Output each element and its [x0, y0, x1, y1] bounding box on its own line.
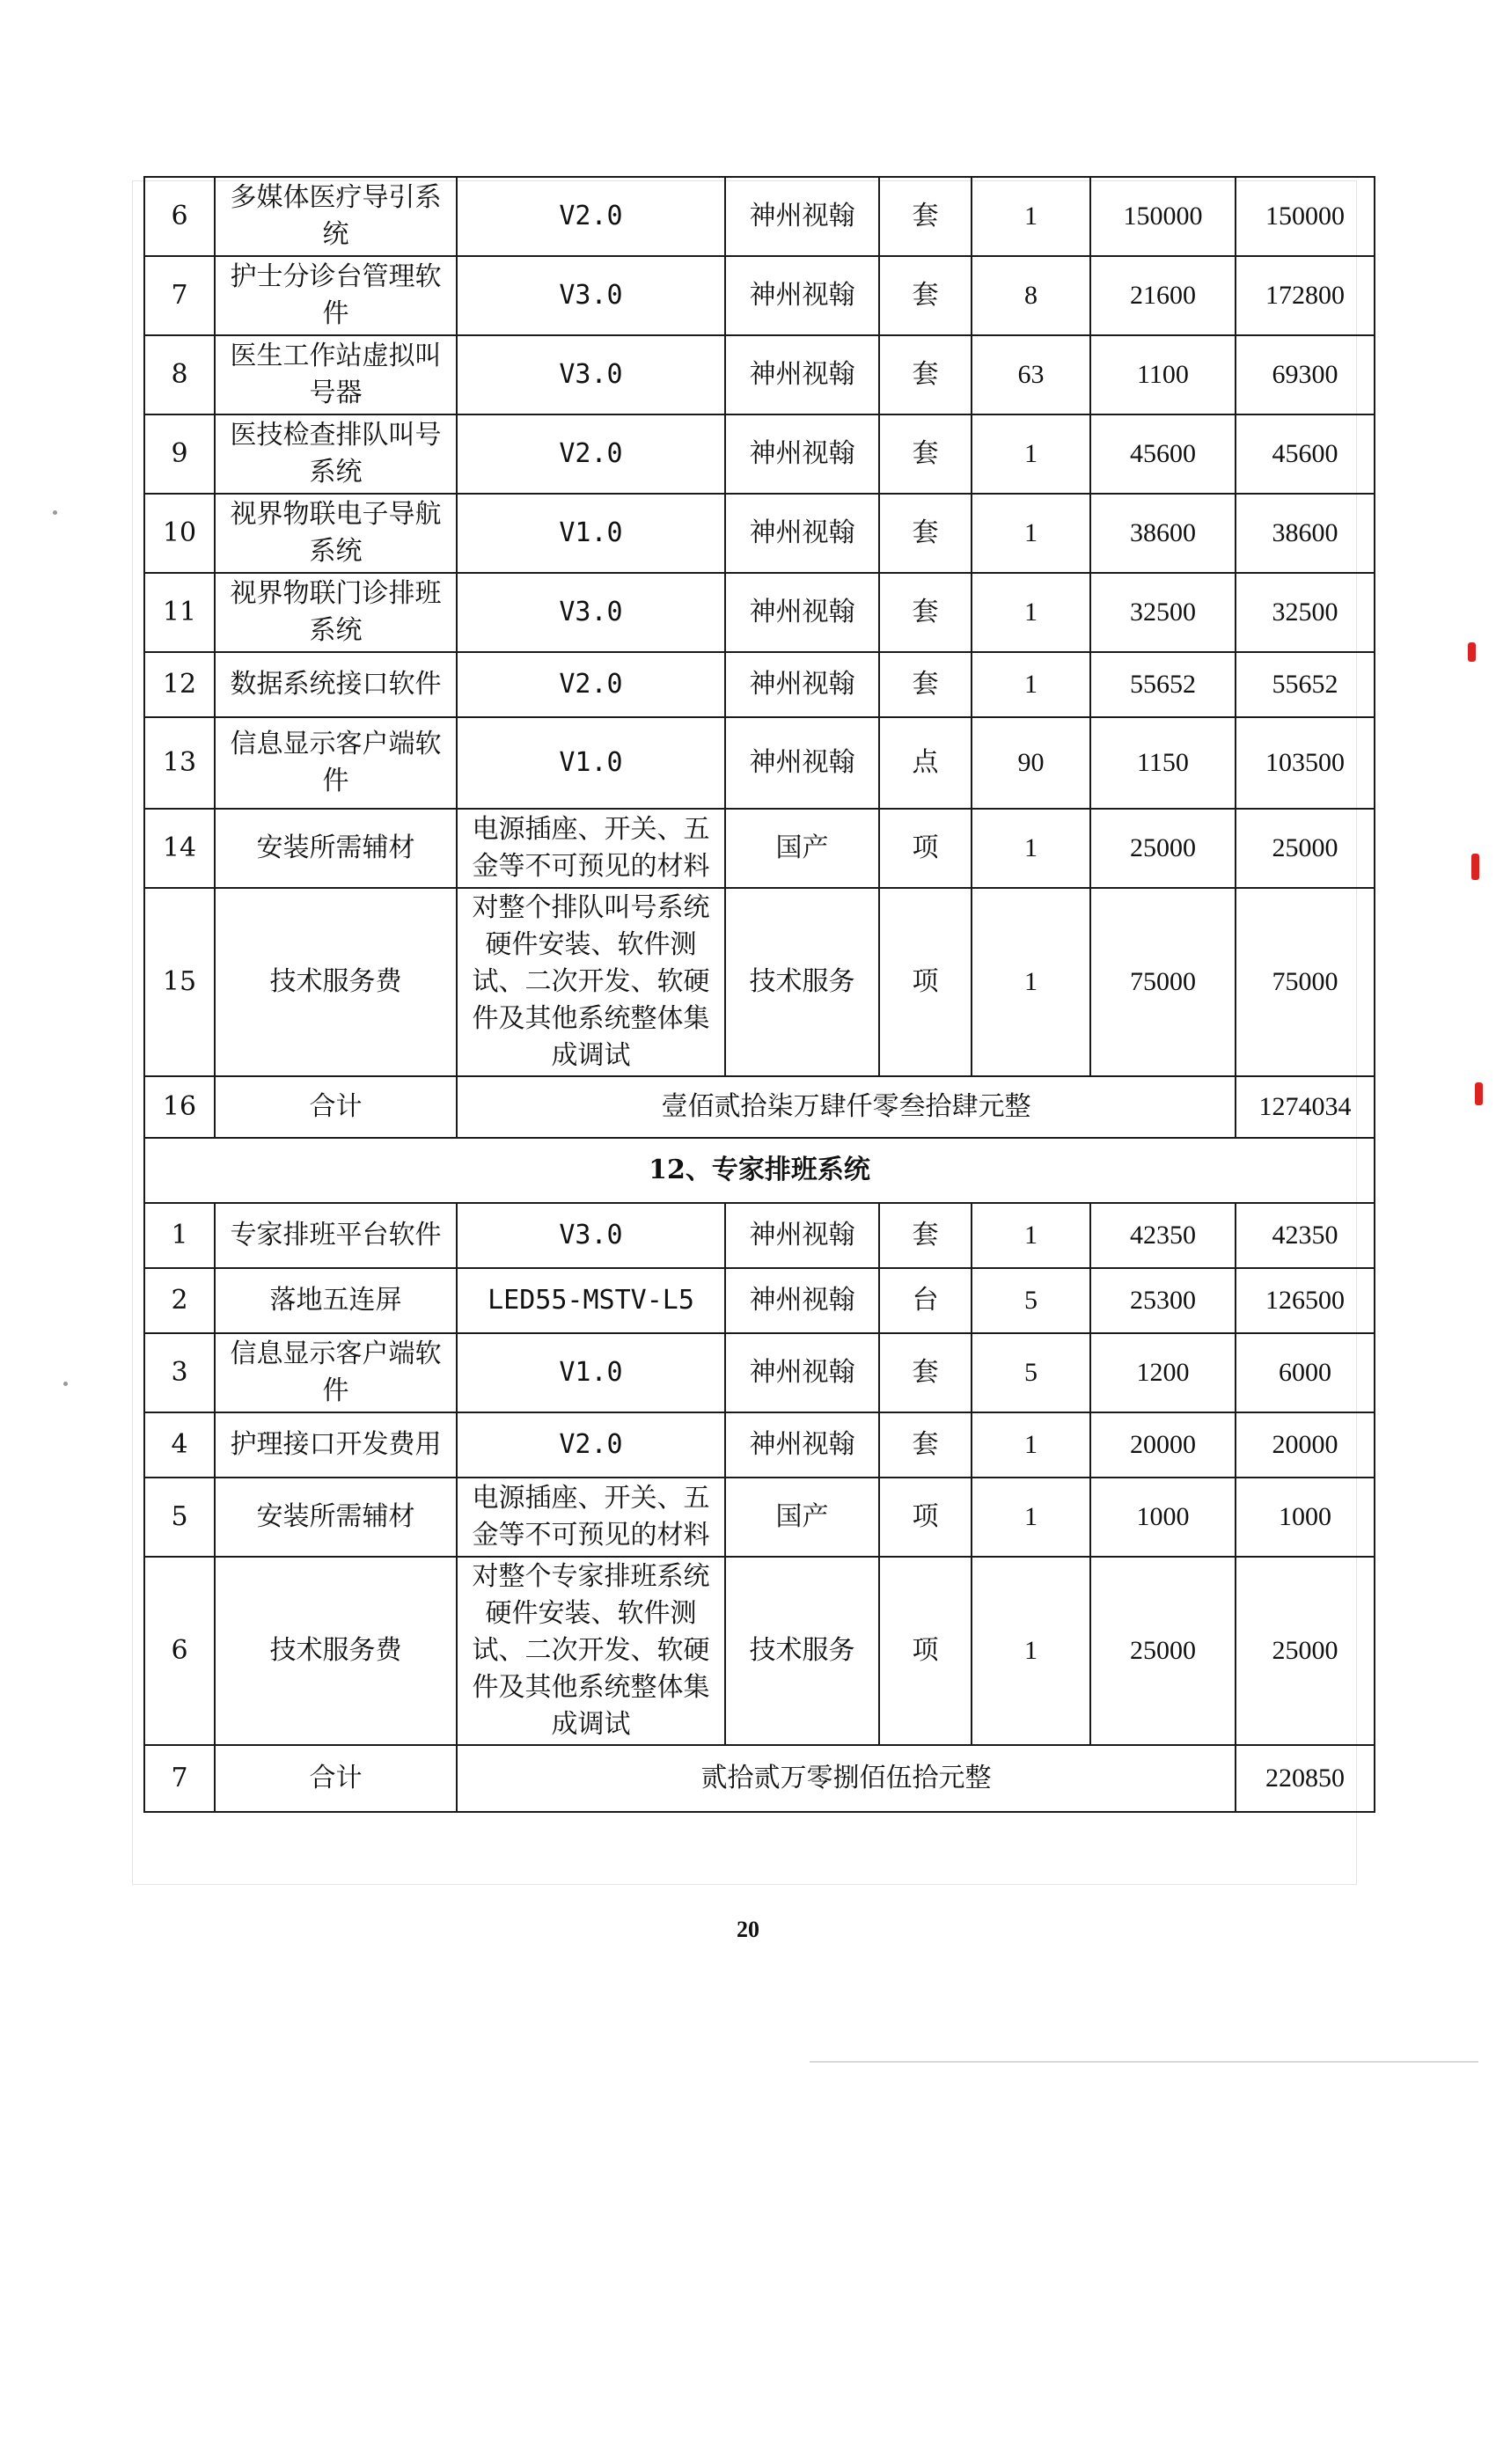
item-brand: 神州视翰 [725, 414, 879, 494]
item-total: 25000 [1236, 1557, 1375, 1745]
item-total: 25000 [1236, 809, 1375, 888]
item-price: 32500 [1090, 573, 1236, 652]
item-model: V2.0 [457, 652, 725, 717]
table-row [144, 1557, 1375, 1745]
table-row [144, 414, 1375, 494]
item-unit: 项 [879, 1557, 972, 1745]
item-qty: 1 [972, 1557, 1090, 1745]
item-qty: 63 [972, 335, 1090, 414]
section-heading-row [144, 1138, 1375, 1203]
item-qty: 1 [972, 573, 1090, 652]
row-number: 13 [144, 717, 215, 809]
item-unit: 套 [879, 256, 972, 335]
item-unit: 项 [879, 1478, 972, 1557]
row-number: 15 [144, 888, 215, 1076]
table-row [144, 717, 1375, 809]
item-brand: 神州视翰 [725, 177, 879, 256]
item-total: 126500 [1236, 1268, 1375, 1333]
item-name: 护理接口开发费用 [215, 1412, 457, 1478]
row-number: 16 [144, 1076, 215, 1138]
item-brand: 神州视翰 [725, 1203, 879, 1268]
item-price: 45600 [1090, 414, 1236, 494]
item-price: 150000 [1090, 177, 1236, 256]
item-model: V3.0 [457, 256, 725, 335]
item-total: 1000 [1236, 1478, 1375, 1557]
item-spec: 对整个排队叫号系统硬件安装、软件测试、二次开发、软硬件及其他系统整体集成调试 [457, 888, 725, 1076]
row-number: 11 [144, 573, 215, 652]
item-price: 42350 [1090, 1203, 1236, 1268]
table-row [144, 1203, 1375, 1268]
item-unit: 点 [879, 717, 972, 809]
item-brand: 国产 [725, 809, 879, 888]
table-row [144, 1412, 1375, 1478]
table-row [144, 494, 1375, 573]
item-name: 视界物联电子导航系统 [215, 494, 457, 573]
item-unit: 套 [879, 1333, 972, 1412]
row-number: 8 [144, 335, 215, 414]
table-row [144, 1268, 1375, 1333]
item-price: 25000 [1090, 809, 1236, 888]
item-unit: 套 [879, 652, 972, 717]
total-row [144, 1745, 1375, 1812]
item-name: 多媒体医疗导引系统 [215, 177, 457, 256]
item-brand: 神州视翰 [725, 573, 879, 652]
item-name: 信息显示客户端软件 [215, 1333, 457, 1412]
item-qty: 1 [972, 177, 1090, 256]
item-unit: 套 [879, 335, 972, 414]
row-number: 7 [144, 256, 215, 335]
item-price: 1200 [1090, 1333, 1236, 1412]
item-name: 数据系统接口软件 [215, 652, 457, 717]
item-unit: 项 [879, 809, 972, 888]
item-total: 103500 [1236, 717, 1375, 809]
table-row [144, 888, 1375, 1076]
item-name: 护士分诊台管理软件 [215, 256, 457, 335]
row-number: 3 [144, 1333, 215, 1412]
item-name: 落地五连屏 [215, 1268, 457, 1333]
item-unit: 套 [879, 494, 972, 573]
item-qty: 1 [972, 888, 1090, 1076]
table-row [144, 256, 1375, 335]
item-brand: 神州视翰 [725, 652, 879, 717]
item-brand: 神州视翰 [725, 1268, 879, 1333]
item-model: V3.0 [457, 335, 725, 414]
total-amount-words: 贰拾贰万零捌佰伍拾元整 [457, 1745, 1236, 1812]
item-price: 1100 [1090, 335, 1236, 414]
item-name: 技术服务费 [215, 1557, 457, 1745]
item-brand: 神州视翰 [725, 1333, 879, 1412]
item-price: 25000 [1090, 1557, 1236, 1745]
row-number: 6 [144, 1557, 215, 1745]
item-unit: 套 [879, 414, 972, 494]
item-unit: 套 [879, 573, 972, 652]
table-row [144, 177, 1375, 256]
item-name: 信息显示客户端软件 [215, 717, 457, 809]
item-total: 55652 [1236, 652, 1375, 717]
item-qty: 90 [972, 717, 1090, 809]
item-qty: 8 [972, 256, 1090, 335]
item-qty: 1 [972, 1203, 1090, 1268]
section-title: 12、专家排班系统 [144, 1138, 1375, 1203]
item-name: 医生工作站虚拟叫号器 [215, 335, 457, 414]
total-label: 合计 [215, 1076, 457, 1138]
item-model: V2.0 [457, 177, 725, 256]
item-total: 69300 [1236, 335, 1375, 414]
item-total: 42350 [1236, 1203, 1375, 1268]
item-qty: 1 [972, 809, 1090, 888]
item-model: V1.0 [457, 717, 725, 809]
price-table [143, 176, 1375, 1813]
item-model: LED55-MSTV-L5 [457, 1268, 725, 1333]
item-qty: 1 [972, 1412, 1090, 1478]
table-row [144, 1333, 1375, 1412]
divider [810, 2061, 1478, 2063]
item-total: 75000 [1236, 888, 1375, 1076]
row-number: 4 [144, 1412, 215, 1478]
item-brand: 神州视翰 [725, 256, 879, 335]
item-name: 安装所需辅材 [215, 1478, 457, 1557]
item-price: 20000 [1090, 1412, 1236, 1478]
item-qty: 1 [972, 494, 1090, 573]
item-name: 专家排班平台软件 [215, 1203, 457, 1268]
item-price: 1150 [1090, 717, 1236, 809]
item-price: 1000 [1090, 1478, 1236, 1557]
item-total: 150000 [1236, 177, 1375, 256]
item-qty: 1 [972, 652, 1090, 717]
item-name: 安装所需辅材 [215, 809, 457, 888]
row-number: 14 [144, 809, 215, 888]
item-qty: 1 [972, 414, 1090, 494]
item-price: 21600 [1090, 256, 1236, 335]
item-name: 技术服务费 [215, 888, 457, 1076]
item-brand: 神州视翰 [725, 1412, 879, 1478]
table-row [144, 573, 1375, 652]
item-unit: 项 [879, 888, 972, 1076]
item-total: 38600 [1236, 494, 1375, 573]
item-unit: 套 [879, 1203, 972, 1268]
item-unit: 台 [879, 1268, 972, 1333]
item-model: V2.0 [457, 414, 725, 494]
table-row [144, 652, 1375, 717]
item-model: V2.0 [457, 1412, 725, 1478]
item-qty: 1 [972, 1478, 1090, 1557]
item-total: 6000 [1236, 1333, 1375, 1412]
item-brand: 神州视翰 [725, 335, 879, 414]
red-mark [1468, 642, 1476, 662]
row-number: 7 [144, 1745, 215, 1812]
item-brand: 技术服务 [725, 1557, 879, 1745]
item-total: 172800 [1236, 256, 1375, 335]
item-total: 45600 [1236, 414, 1375, 494]
item-spec: 电源插座、开关、五金等不可预见的材料 [457, 1478, 725, 1557]
item-price: 55652 [1090, 652, 1236, 717]
row-number: 5 [144, 1478, 215, 1557]
item-unit: 套 [879, 177, 972, 256]
row-number: 10 [144, 494, 215, 573]
row-number: 9 [144, 414, 215, 494]
page-number: 20 [737, 1917, 759, 1942]
scan-dot [63, 1382, 68, 1386]
total-label: 合计 [215, 1745, 457, 1812]
scan-dot [53, 510, 57, 515]
total-amount: 1274034 [1236, 1076, 1375, 1138]
row-number: 2 [144, 1268, 215, 1333]
red-mark [1475, 1082, 1483, 1105]
table-row [144, 335, 1375, 414]
item-model: V3.0 [457, 1203, 725, 1268]
item-total: 32500 [1236, 573, 1375, 652]
item-spec: 对整个专家排班系统硬件安装、软件测试、二次开发、软硬件及其他系统整体集成调试 [457, 1557, 725, 1745]
item-brand: 神州视翰 [725, 717, 879, 809]
item-spec: 电源插座、开关、五金等不可预见的材料 [457, 809, 725, 888]
table-row [144, 809, 1375, 888]
row-number: 12 [144, 652, 215, 717]
item-qty: 5 [972, 1268, 1090, 1333]
item-model: V3.0 [457, 573, 725, 652]
row-number: 1 [144, 1203, 215, 1268]
item-unit: 套 [879, 1412, 972, 1478]
row-number: 6 [144, 177, 215, 256]
total-amount: 220850 [1236, 1745, 1375, 1812]
item-brand: 神州视翰 [725, 494, 879, 573]
item-brand: 国产 [725, 1478, 879, 1557]
item-price: 38600 [1090, 494, 1236, 573]
item-price: 75000 [1090, 888, 1236, 1076]
total-row [144, 1076, 1375, 1138]
item-price: 25300 [1090, 1268, 1236, 1333]
item-model: V1.0 [457, 494, 725, 573]
item-qty: 5 [972, 1333, 1090, 1412]
item-name: 医技检查排队叫号系统 [215, 414, 457, 494]
total-amount-words: 壹佰贰拾柒万肆仟零叁拾肆元整 [457, 1076, 1236, 1138]
item-brand: 技术服务 [725, 888, 879, 1076]
item-name: 视界物联门诊排班系统 [215, 573, 457, 652]
table-row [144, 1478, 1375, 1557]
item-model: V1.0 [457, 1333, 725, 1412]
red-mark [1471, 854, 1479, 880]
item-total: 20000 [1236, 1412, 1375, 1478]
